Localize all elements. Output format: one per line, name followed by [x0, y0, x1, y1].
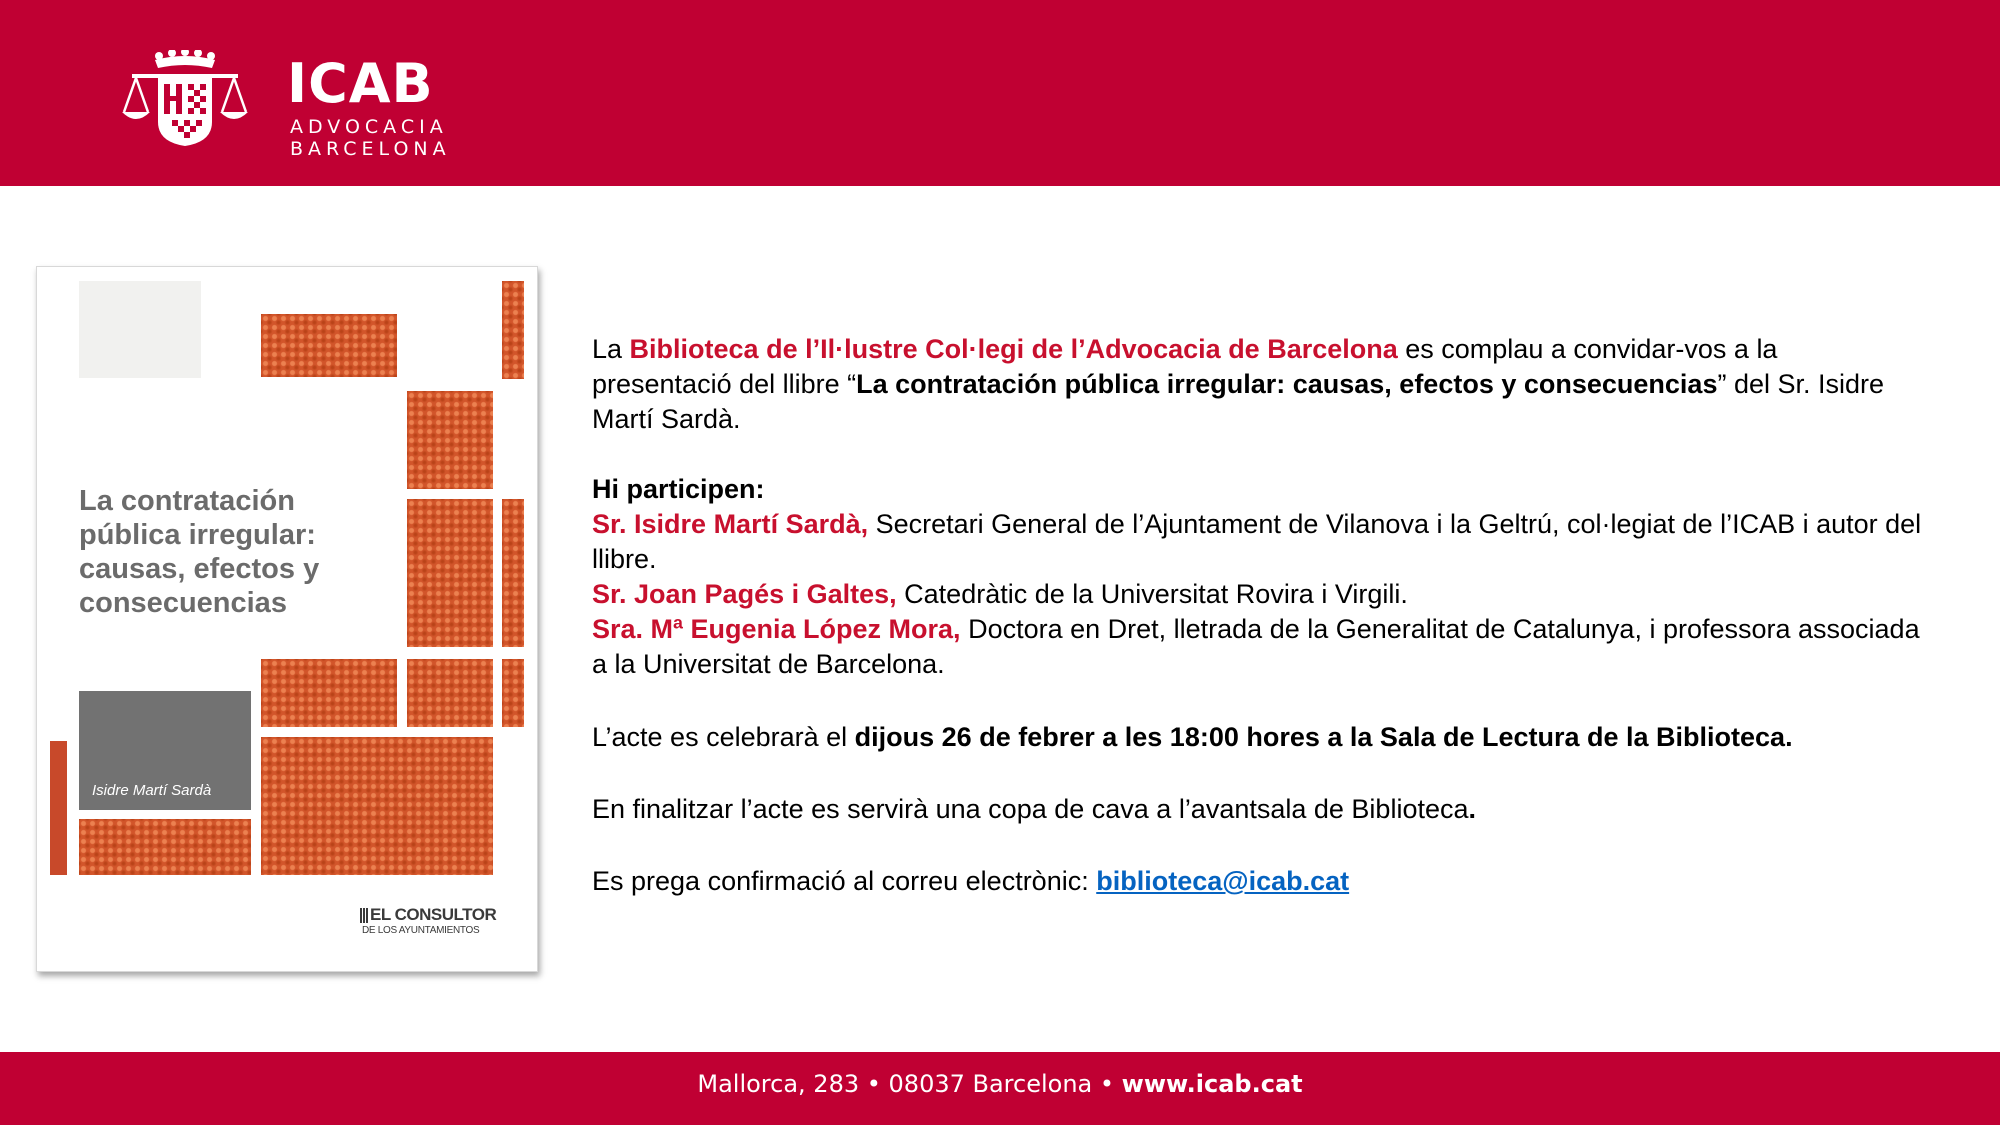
intro-text: La [592, 334, 630, 364]
email-link[interactable]: biblioteca@icab.cat [1096, 866, 1350, 896]
rsvp-line [592, 864, 1922, 899]
address-text: Mallorca, 283 • 08037 Barcelona • [697, 1070, 1122, 1098]
scales-shield-icon [122, 50, 262, 150]
cover-block [502, 499, 524, 647]
book-author: Isidre Martí Sardà [92, 782, 212, 799]
participants-heading: Hi participen: [592, 474, 765, 504]
cover-block [407, 391, 493, 489]
participant-name: Sr. Isidre Martí Sardà, [592, 509, 869, 539]
event-when [592, 720, 1922, 755]
logo-wordmark: ICAB [287, 52, 434, 115]
cover-block [502, 281, 524, 379]
intro-text: ” del Sr. Isidre Martí Sardà. [592, 369, 1885, 434]
cover-block [502, 659, 524, 727]
cover-block [79, 281, 201, 378]
logo-subtitle-line2: BARCELONA [290, 138, 451, 160]
invitation-text [592, 332, 1922, 899]
participant-desc: Catedràtic de la Universitat Rovira i Virgili. [896, 579, 1408, 609]
cover-block [261, 659, 397, 727]
book-title: La contratación pública irregular: causas, efectos y consecuencias [79, 485, 320, 619]
cover-block [261, 737, 493, 875]
intro-text: es complau a convidar-vos a la presentació del llibre “ [592, 334, 1778, 399]
cover-block [79, 819, 251, 875]
cover-block [407, 659, 493, 727]
participant-name: Sra. Mª Eugenia López Mora, [592, 614, 961, 644]
icab-logo[interactable] [122, 50, 482, 160]
cover-block [261, 314, 397, 377]
publisher-name: EL CONSULTOR [370, 905, 497, 924]
participant-1 [592, 507, 1922, 577]
footer-address [0, 1066, 2000, 1102]
participant-name: Sr. Joan Pagés i Galtes, [592, 579, 897, 609]
cava-note [592, 792, 1922, 827]
cover-block [50, 741, 67, 875]
participant-desc: Doctora en Dret, lletrada de la Generalitat de Catalunya, i professora associada a la Universitat de Barcelona. [592, 614, 1920, 679]
participant-desc: Secretari General de l’Ajuntament de Vilanova i la Geltrú, col·legiat de l’ICAB i autor del llibre. [592, 509, 1922, 574]
library-name: Biblioteca de l’Il·lustre Col·legi de l’Advocacia de Barcelona [629, 334, 1398, 364]
cava-period: . [1468, 794, 1477, 824]
cava-text: En finalitzar l’acte es servirà una copa de cava a l’avantsala de Biblioteca [592, 794, 1469, 824]
cover-block [407, 499, 493, 647]
rsvp-text: Es prega confirmació al correu electrònic: [592, 866, 1097, 896]
participant-2 [592, 577, 1922, 612]
event-date-place: dijous 26 de febrer a les 18:00 hores a la Sala de Lectura de la Biblioteca. [854, 722, 1793, 752]
event-when-text: L’acte es celebrarà el [592, 722, 855, 752]
publisher-subname: DE LOS AYUNTAMIENTOS [362, 925, 480, 936]
publisher-logo-icon [360, 908, 369, 923]
participant-3 [592, 612, 1922, 682]
header-banner [0, 0, 2000, 186]
website-link[interactable]: www.icab.cat [1121, 1070, 1303, 1098]
intro-paragraph [592, 332, 1922, 437]
book-title-text: La contratación pública irregular: causas, efectos y consecuencias [856, 369, 1718, 399]
footer-banner [0, 1052, 2000, 1125]
book-cover-image [36, 266, 538, 972]
logo-subtitle-line1: ADVOCACIA [290, 116, 448, 138]
